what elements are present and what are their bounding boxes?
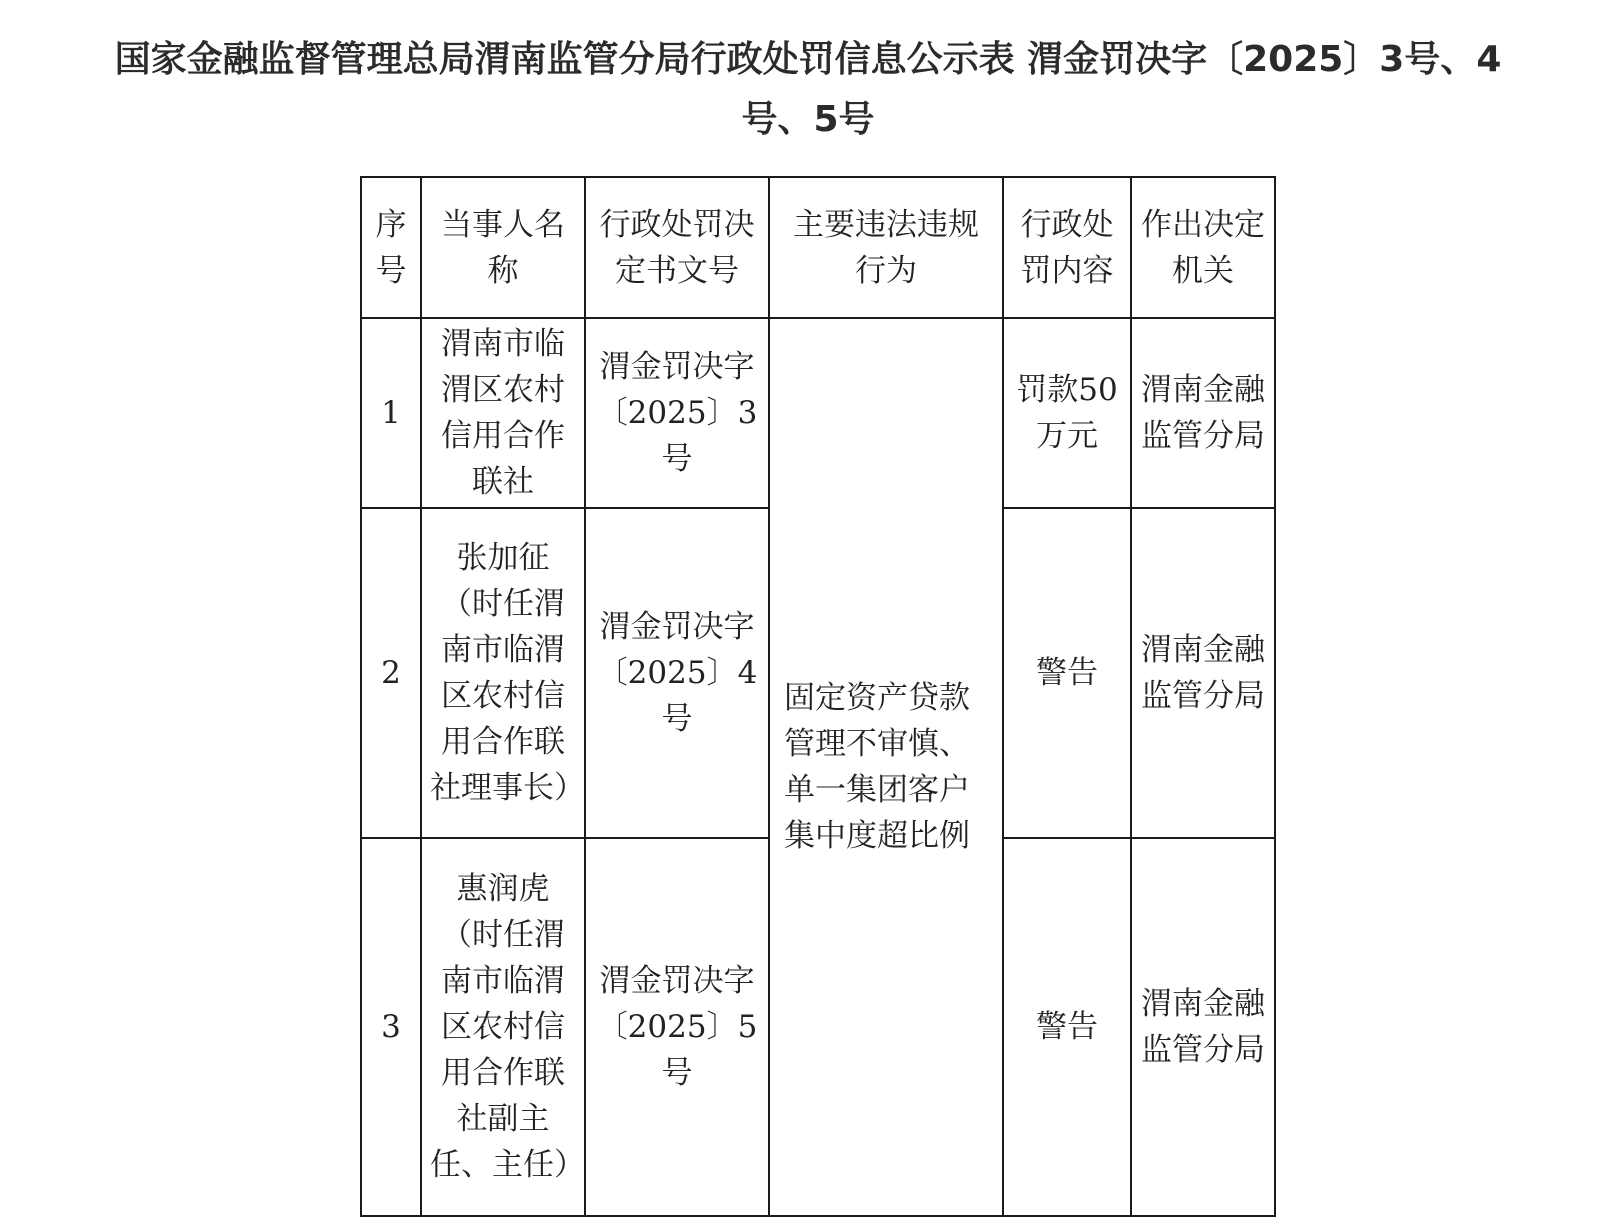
cell-doc-no: 渭金罚决字〔2025〕4号 <box>585 508 769 838</box>
header-seq: 序号 <box>361 177 421 318</box>
cell-party: 惠润虎（时任渭南市临渭区农村信用合作联社副主任、主任） <box>421 838 585 1216</box>
page-title-line-2: 号、5号 <box>741 99 875 141</box>
cell-authority: 渭南金融监管分局 <box>1131 508 1275 838</box>
page-title-line-1: 国家金融监督管理总局渭南监管分局行政处罚信息公示表 渭金罚决字〔2025〕3号、4 <box>114 39 1502 81</box>
table-row <box>361 318 1275 508</box>
header-content: 行政处罚内容 <box>1003 177 1131 318</box>
cell-authority: 渭南金融监管分局 <box>1131 318 1275 508</box>
header-party: 当事人名称 <box>421 177 585 318</box>
cell-party: 张加征（时任渭南市临渭区农村信用合作联社理事长） <box>421 508 585 838</box>
penalty-info-table <box>360 176 1276 1217</box>
cell-violation-shared: 固定资产贷款管理不审慎、单一集团客户集中度超比例 <box>769 318 1003 1216</box>
cell-seq: 2 <box>361 508 421 838</box>
header-doc-no: 行政处罚决定书文号 <box>585 177 769 318</box>
cell-content: 警告 <box>1003 508 1131 838</box>
cell-content: 罚款50万元 <box>1003 318 1131 508</box>
cell-authority: 渭南金融监管分局 <box>1131 838 1275 1216</box>
cell-party: 渭南市临渭区农村信用合作联社 <box>421 318 585 508</box>
cell-content: 警告 <box>1003 838 1131 1216</box>
header-violation: 主要违法违规行为 <box>769 177 1003 318</box>
page-title <box>0 30 1616 150</box>
table-header-row <box>361 177 1275 318</box>
cell-seq: 1 <box>361 318 421 508</box>
cell-seq: 3 <box>361 838 421 1216</box>
cell-doc-no: 渭金罚决字〔2025〕5号 <box>585 838 769 1216</box>
cell-doc-no: 渭金罚决字〔2025〕3号 <box>585 318 769 508</box>
header-authority: 作出决定机关 <box>1131 177 1275 318</box>
